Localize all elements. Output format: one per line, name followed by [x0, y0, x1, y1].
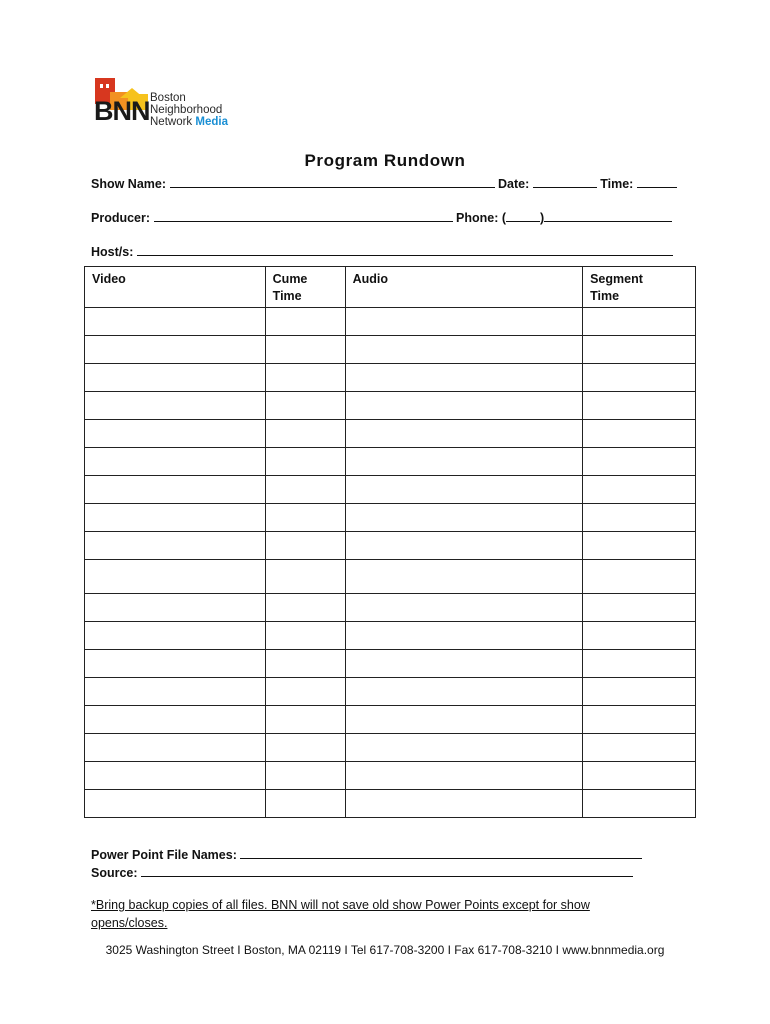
audio-cell[interactable]: [345, 504, 583, 532]
segment-time-cell[interactable]: [583, 532, 696, 560]
cume-time-cell[interactable]: [265, 706, 345, 734]
audio-cell[interactable]: [345, 364, 583, 392]
logo-line-2: Neighborhood: [150, 104, 223, 116]
table-row: [85, 392, 696, 420]
ppt-field[interactable]: [240, 846, 642, 859]
phone-label: Phone: (: [456, 211, 507, 225]
audio-cell[interactable]: [345, 790, 583, 818]
bnn-logo: [92, 76, 242, 132]
segment-time-cell[interactable]: [583, 622, 696, 650]
time-label: Time:: [600, 177, 634, 191]
table-row: [85, 706, 696, 734]
table-row: [85, 532, 696, 560]
producer-row: [91, 209, 672, 225]
table-row: [85, 476, 696, 504]
col-video: Video: [85, 267, 266, 308]
hosts-row: [91, 243, 673, 259]
audio-cell[interactable]: [345, 678, 583, 706]
cume-time-cell[interactable]: [265, 336, 345, 364]
segment-time-cell[interactable]: [583, 706, 696, 734]
logo-wordmark: [150, 92, 228, 128]
segment-time-cell[interactable]: [583, 392, 696, 420]
cume-time-cell[interactable]: [265, 448, 345, 476]
producer-field[interactable]: [154, 209, 453, 222]
audio-cell[interactable]: [345, 420, 583, 448]
video-cell[interactable]: [85, 532, 266, 560]
audio-cell[interactable]: [345, 706, 583, 734]
table-row: [85, 790, 696, 818]
audio-cell[interactable]: [345, 392, 583, 420]
note-line-1: *Bring backup copies of all files. BNN will not save old show Power Points except for show: [91, 898, 590, 912]
cume-time-cell[interactable]: [265, 594, 345, 622]
table-row: [85, 308, 696, 336]
cume-time-cell[interactable]: [265, 678, 345, 706]
table-row: [85, 560, 696, 594]
audio-cell[interactable]: [345, 762, 583, 790]
table-row: [85, 420, 696, 448]
date-field[interactable]: [533, 175, 597, 188]
col-audio: Audio: [345, 267, 583, 308]
phone-area-code-field[interactable]: [506, 209, 540, 222]
backup-note: [91, 896, 651, 932]
ppt-label: Power Point File Names:: [91, 848, 237, 862]
audio-cell[interactable]: [345, 622, 583, 650]
logo-network: Network: [150, 116, 196, 128]
hosts-label: Host/s:: [91, 245, 134, 259]
video-cell[interactable]: [85, 420, 266, 448]
video-cell[interactable]: [85, 448, 266, 476]
segment-time-cell[interactable]: [583, 790, 696, 818]
segment-time-cell[interactable]: [583, 420, 696, 448]
show-name-row: [91, 175, 677, 191]
video-cell[interactable]: [85, 790, 266, 818]
table-row: [85, 448, 696, 476]
table-row: [85, 594, 696, 622]
audio-cell[interactable]: [345, 532, 583, 560]
table-row: [85, 336, 696, 364]
cume-time-cell[interactable]: [265, 622, 345, 650]
table-row: [85, 364, 696, 392]
audio-cell[interactable]: [345, 448, 583, 476]
audio-cell[interactable]: [345, 734, 583, 762]
cume-time-cell[interactable]: [265, 504, 345, 532]
source-field[interactable]: [141, 864, 633, 877]
segment-time-cell[interactable]: [583, 364, 696, 392]
table-row: [85, 504, 696, 532]
segment-time-cell[interactable]: [583, 594, 696, 622]
segment-time-cell[interactable]: [583, 734, 696, 762]
cume-time-cell[interactable]: [265, 734, 345, 762]
video-cell[interactable]: [85, 392, 266, 420]
segment-time-cell[interactable]: [583, 678, 696, 706]
segment-time-cell[interactable]: [583, 476, 696, 504]
logo-window: [100, 84, 103, 88]
cume-time-cell[interactable]: [265, 364, 345, 392]
producer-label: Producer:: [91, 211, 151, 225]
audio-cell[interactable]: [345, 594, 583, 622]
video-cell[interactable]: [85, 678, 266, 706]
video-cell[interactable]: [85, 734, 266, 762]
video-cell[interactable]: [85, 594, 266, 622]
audio-cell[interactable]: [345, 560, 583, 594]
segment-time-cell[interactable]: [583, 504, 696, 532]
address-footer: 3025 Washington Street I Boston, MA 02119 I Tel 617-708-3200 I Fax 617-708-3210 I www.bnnmedia.org: [105, 943, 665, 957]
note-line-2: opens/closes.: [91, 916, 168, 930]
hosts-field[interactable]: [137, 243, 673, 256]
segment-time-cell[interactable]: [583, 448, 696, 476]
video-cell[interactable]: [85, 308, 266, 336]
table-row: [85, 622, 696, 650]
video-cell[interactable]: [85, 560, 266, 594]
col-segment-time: Segment Time: [583, 267, 696, 308]
audio-cell[interactable]: [345, 650, 583, 678]
source-label: Source:: [91, 866, 138, 880]
segment-time-cell[interactable]: [583, 336, 696, 364]
logo-media: Media: [195, 116, 228, 128]
segment-time-cell[interactable]: [583, 308, 696, 336]
date-label: Date:: [497, 177, 530, 191]
cume-time-cell[interactable]: [265, 790, 345, 818]
ppt-row: [91, 846, 642, 862]
cume-time-cell[interactable]: [265, 476, 345, 504]
logo-line-1: Boston: [150, 92, 186, 104]
table-row: [85, 734, 696, 762]
segment-time-cell[interactable]: [583, 762, 696, 790]
logo-abbrev: BNN: [94, 96, 150, 126]
video-cell[interactable]: [85, 504, 266, 532]
audio-cell[interactable]: [345, 476, 583, 504]
video-cell[interactable]: [85, 622, 266, 650]
table-header-row: [85, 267, 696, 308]
table-row: [85, 678, 696, 706]
phone-number-field[interactable]: [544, 209, 672, 222]
show-name-label: Show Name:: [91, 177, 167, 191]
page-title: Program Rundown: [304, 151, 466, 170]
table-row: [85, 762, 696, 790]
video-cell[interactable]: [85, 650, 266, 678]
cume-time-cell[interactable]: [265, 650, 345, 678]
video-cell[interactable]: [85, 476, 266, 504]
col-cume-time: Cume Time: [265, 267, 345, 308]
video-cell[interactable]: [85, 706, 266, 734]
source-row: [91, 864, 633, 880]
cume-time-cell[interactable]: [265, 308, 345, 336]
segment-time-cell[interactable]: [583, 650, 696, 678]
audio-cell[interactable]: [345, 336, 583, 364]
table-row: [85, 650, 696, 678]
cume-time-cell[interactable]: [265, 762, 345, 790]
phone-close-paren: ): [540, 211, 545, 225]
logo-window: [106, 84, 109, 88]
rundown-body: [85, 308, 696, 818]
video-cell[interactable]: [85, 336, 266, 364]
cume-time-cell[interactable]: [265, 560, 345, 594]
cume-time-cell[interactable]: [265, 420, 345, 448]
cume-time-cell[interactable]: [265, 532, 345, 560]
video-cell[interactable]: [85, 364, 266, 392]
cume-time-cell[interactable]: [265, 392, 345, 420]
show-name-field[interactable]: [170, 175, 495, 188]
audio-cell[interactable]: [345, 308, 583, 336]
segment-time-cell[interactable]: [583, 560, 696, 594]
video-cell[interactable]: [85, 762, 266, 790]
rundown-table: [84, 266, 696, 818]
logo-line-3: [150, 116, 228, 128]
time-field[interactable]: [637, 175, 677, 188]
